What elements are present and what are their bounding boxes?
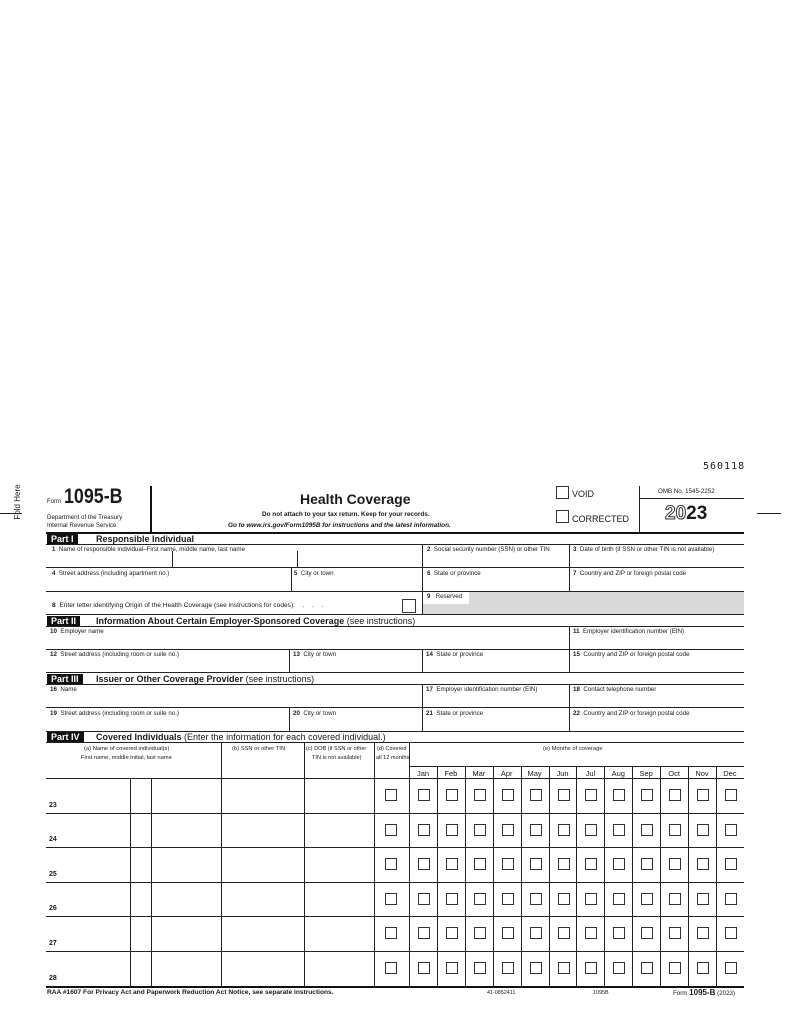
month-header-may: May — [527, 769, 542, 778]
reserved-shade — [469, 592, 744, 614]
month-checkbox-aug[interactable] — [613, 789, 625, 801]
month-checkbox-may[interactable] — [530, 824, 542, 836]
month-checkbox-may[interactable] — [530, 927, 542, 939]
month-checkbox-jun[interactable] — [558, 962, 570, 974]
month-rule — [437, 766, 438, 986]
rule — [46, 778, 744, 779]
row-number-27: 27 — [49, 940, 57, 947]
month-checkbox-jan[interactable] — [418, 824, 430, 836]
month-header-nov: Nov — [695, 769, 709, 778]
month-rule — [549, 766, 550, 986]
field-8-label: 8 Enter letter identifying Origin of the Health Coverage (see instructions for codes): . . . — [52, 602, 327, 609]
month-checkbox-jan[interactable] — [418, 962, 430, 974]
omb-number: OMB No. 1545-2252 — [658, 488, 715, 495]
month-checkbox-dec[interactable] — [725, 858, 737, 870]
rule — [46, 707, 744, 708]
header-divider-right — [639, 486, 640, 532]
month-checkbox-sep[interactable] — [641, 927, 653, 939]
field-11-label: 11 Employer identification number (EIN) — [573, 628, 685, 635]
month-header-aug: Aug — [611, 769, 625, 778]
month-checkbox-mar[interactable] — [474, 962, 486, 974]
row-number-24: 24 — [49, 836, 57, 844]
month-checkbox-dec[interactable] — [725, 962, 737, 974]
col-d-header-1: (d) Covered — [377, 746, 407, 752]
month-rule — [521, 766, 522, 986]
month-header-jul: Jul — [585, 769, 596, 778]
footer-form: Form 1095-B (2023) — [673, 988, 736, 997]
dept-line1: Department of the Treasury — [47, 514, 123, 521]
form-title: Health Coverage — [300, 491, 411, 507]
month-checkbox-jan[interactable] — [418, 858, 430, 870]
name-tick-1 — [172, 551, 173, 567]
row-number-25: 25 — [49, 870, 57, 878]
month-header-sep: Sep — [639, 769, 653, 778]
month-checkbox-dec[interactable] — [725, 824, 737, 836]
form-id-code: 560118 — [703, 461, 746, 472]
form-word: Form — [47, 499, 61, 505]
month-checkbox-jul[interactable] — [585, 858, 597, 870]
month-checkbox-feb[interactable] — [446, 927, 458, 939]
month-checkbox-jan[interactable] — [418, 927, 430, 939]
month-checkbox-jul[interactable] — [585, 893, 597, 905]
covered-12-months-checkbox[interactable] — [385, 824, 397, 836]
table-row — [46, 916, 744, 917]
month-checkbox-aug[interactable] — [613, 927, 625, 939]
fold-mark-right — [757, 513, 781, 514]
month-checkbox-may[interactable] — [530, 962, 542, 974]
part1-title: Responsible Individual — [96, 534, 195, 544]
field-7-label: 7 Country and ZIP or foreign postal code — [573, 570, 687, 577]
field-19-label: 19 Street address (including room or suite no.) — [50, 710, 179, 717]
month-checkbox-mar[interactable] — [474, 858, 486, 870]
rule — [291, 567, 292, 591]
field-6-label: 6 State or province — [427, 570, 481, 577]
rule — [46, 672, 744, 673]
month-checkbox-aug[interactable] — [613, 893, 625, 905]
part2-tag: Part II — [47, 616, 80, 627]
month-header-dec: Dec — [723, 769, 737, 778]
reserved-shade-2 — [423, 604, 469, 614]
month-checkbox-jun[interactable] — [558, 824, 570, 836]
field-5-label: 5 City or town — [294, 570, 334, 577]
month-rule — [716, 766, 717, 986]
col-d-header-2: all 12 months — [376, 755, 410, 761]
month-rule — [604, 766, 605, 986]
month-rule — [660, 766, 661, 986]
month-checkbox-feb[interactable] — [446, 962, 458, 974]
month-checkbox-jul[interactable] — [585, 789, 597, 801]
footer-code: 1095B — [593, 990, 609, 996]
omb-line — [639, 498, 744, 499]
origin-code-box[interactable] — [402, 599, 416, 613]
month-checkbox-nov[interactable] — [697, 858, 709, 870]
dept-line2: Internal Revenue Service — [47, 522, 117, 529]
row-number-28: 28 — [49, 974, 57, 982]
part4-tag: Part IV — [47, 732, 84, 743]
table-row — [46, 847, 744, 848]
month-checkbox-apr[interactable] — [502, 927, 514, 939]
field-16-label: 16 Name — [50, 686, 77, 693]
form-number: 1095-B — [64, 485, 123, 508]
month-checkbox-aug[interactable] — [613, 824, 625, 836]
month-checkbox-feb[interactable] — [446, 789, 458, 801]
month-checkbox-jul[interactable] — [585, 927, 597, 939]
field-10-label: 10 Employer name — [50, 628, 104, 635]
form-subtitle-2: Go to www.irs.gov/Form1095B for instructions and the latest information. — [228, 522, 451, 529]
month-checkbox-mar[interactable] — [474, 789, 486, 801]
month-rule — [576, 766, 577, 986]
row-number-23: 23 — [49, 801, 57, 809]
fold-label: Fold Here — [13, 484, 22, 520]
table-row — [46, 882, 744, 883]
void-label: VOID — [572, 489, 595, 499]
month-checkbox-feb[interactable] — [446, 824, 458, 836]
rule — [46, 614, 744, 615]
month-checkbox-sep[interactable] — [641, 824, 653, 836]
month-checkbox-jun[interactable] — [558, 893, 570, 905]
month-checkbox-dec[interactable] — [725, 789, 737, 801]
month-checkbox-nov[interactable] — [697, 789, 709, 801]
table-row — [46, 951, 744, 952]
month-checkbox-jul[interactable] — [585, 962, 597, 974]
month-checkbox-sep[interactable] — [641, 789, 653, 801]
month-checkbox-apr[interactable] — [502, 824, 514, 836]
month-checkbox-nov[interactable] — [697, 927, 709, 939]
rule — [46, 649, 744, 650]
field-14-label: 14 State or province — [426, 651, 484, 658]
field-12-label: 12 Street address (including room or suite no.) — [50, 651, 179, 658]
month-header-mar: Mar — [472, 769, 486, 778]
field-9-label: 9 Reserved — [427, 593, 463, 600]
field-15-label: 15 Country and ZIP or foreign postal code — [573, 651, 690, 658]
rule — [422, 591, 423, 614]
rule — [289, 707, 290, 731]
corrected-checkbox[interactable] — [556, 510, 569, 523]
col-c-header-1: (c) DOB (if SSN or other — [306, 746, 367, 752]
month-checkbox-oct[interactable] — [669, 893, 681, 905]
rule — [46, 742, 744, 743]
header-divider-left — [150, 486, 152, 532]
month-checkbox-oct[interactable] — [669, 789, 681, 801]
month-checkbox-may[interactable] — [530, 789, 542, 801]
part2-title: Information About Certain Employer-Sponsored Coverage (see instructions) — [96, 616, 416, 626]
covered-12-months-checkbox[interactable] — [385, 927, 397, 939]
month-checkbox-jun[interactable] — [558, 858, 570, 870]
month-checkbox-feb[interactable] — [446, 858, 458, 870]
month-checkbox-oct[interactable] — [669, 927, 681, 939]
month-checkbox-apr[interactable] — [502, 858, 514, 870]
month-checkbox-feb[interactable] — [446, 893, 458, 905]
field-17-label: 17 Employer identification number (EIN) — [426, 686, 538, 693]
void-checkbox[interactable] — [556, 486, 569, 499]
covered-12-months-checkbox[interactable] — [385, 789, 397, 801]
month-header-jan: Jan — [416, 769, 430, 778]
field-21-label: 21 State or province — [426, 710, 484, 717]
month-rule — [632, 766, 633, 986]
month-checkbox-oct[interactable] — [669, 824, 681, 836]
month-checkbox-sep[interactable] — [641, 893, 653, 905]
form-subtitle-1: Do not attach to your tax return. Keep for your records. — [262, 511, 430, 518]
month-checkbox-apr[interactable] — [502, 893, 514, 905]
part1-tag: Part I — [47, 534, 78, 545]
month-header-feb: Feb — [444, 769, 458, 778]
corrected-label: CORRECTED — [572, 514, 630, 524]
covered-12-months-checkbox[interactable] — [385, 893, 397, 905]
month-checkbox-jun[interactable] — [558, 927, 570, 939]
month-checkbox-jan[interactable] — [418, 789, 430, 801]
tax-year: 2023 — [665, 503, 708, 524]
rule — [46, 567, 744, 568]
row-number-26: 26 — [49, 905, 57, 913]
month-checkbox-mar[interactable] — [474, 824, 486, 836]
column-rule — [221, 742, 222, 778]
footer-notice: RAA #1607 For Privacy Act and Paperwork Reduction Act Notice, see separate instructions. — [47, 989, 334, 996]
month-header-oct: Oct — [668, 769, 680, 778]
month-rule — [493, 766, 494, 986]
field-22-label: 22 Country and ZIP or foreign postal code — [573, 710, 690, 717]
rule — [422, 649, 423, 672]
footer-rule — [46, 986, 744, 988]
col-a-header-1: (a) Name of covered individual(s) — [84, 746, 170, 752]
rule — [46, 544, 744, 545]
month-header-apr: Apr — [500, 769, 513, 778]
month-checkbox-apr[interactable] — [502, 789, 514, 801]
table-row — [46, 813, 744, 814]
month-checkbox-nov[interactable] — [697, 893, 709, 905]
part4-title: Covered Individuals (Enter the information for each covered individual.) — [96, 732, 386, 742]
field-4-label: 4 Street address (including apartment no.) — [52, 570, 170, 577]
rule — [46, 626, 744, 627]
col-a-header-2: First name, middle initial, last name — [81, 755, 172, 761]
month-checkbox-aug[interactable] — [613, 962, 625, 974]
rule — [46, 684, 744, 685]
field-2-label: 2 Social security number (SSN) or other TIN — [427, 546, 550, 553]
month-checkbox-may[interactable] — [530, 893, 542, 905]
field-13-label: 13 City or town — [293, 651, 337, 658]
name-tick-2 — [297, 551, 298, 567]
month-checkbox-sep[interactable] — [641, 858, 653, 870]
month-checkbox-jul[interactable] — [585, 824, 597, 836]
month-header-jun: Jun — [556, 769, 569, 778]
month-checkbox-nov[interactable] — [697, 962, 709, 974]
field-1-label: 1 Name of responsible individual–First name, middle name, last name — [52, 546, 245, 553]
column-rule — [304, 742, 305, 778]
month-checkbox-oct[interactable] — [669, 858, 681, 870]
covered-12-months-checkbox[interactable] — [385, 858, 397, 870]
month-checkbox-apr[interactable] — [502, 962, 514, 974]
month-rule — [688, 766, 689, 986]
month-rule — [465, 766, 466, 986]
col-b-header: (b) SSN or other TIN — [232, 746, 286, 752]
part3-tag: Part III — [47, 674, 83, 685]
fold-mark-left — [0, 513, 22, 514]
footer-cat: 41-0852411 — [487, 990, 516, 996]
month-checkbox-oct[interactable] — [669, 962, 681, 974]
field-20-label: 20 City or town — [293, 710, 337, 717]
covered-12-months-checkbox[interactable] — [385, 962, 397, 974]
month-checkbox-mar[interactable] — [474, 927, 486, 939]
month-checkbox-dec[interactable] — [725, 893, 737, 905]
col-c-header-2: TIN is not available) — [312, 755, 362, 761]
month-checkbox-jan[interactable] — [418, 893, 430, 905]
month-checkbox-aug[interactable] — [613, 858, 625, 870]
month-checkbox-dec[interactable] — [725, 927, 737, 939]
month-checkbox-nov[interactable] — [697, 824, 709, 836]
rule — [289, 649, 290, 672]
field-3-label: 3 Date of birth (if SSN or other TIN is not available) — [573, 546, 715, 553]
month-checkbox-sep[interactable] — [641, 962, 653, 974]
month-checkbox-mar[interactable] — [474, 893, 486, 905]
month-checkbox-jun[interactable] — [558, 789, 570, 801]
col-e-header: (e) Months of coverage — [543, 746, 603, 752]
field-18-label: 18 Contact telephone number — [573, 686, 657, 693]
part3-title: Issuer or Other Coverage Provider (see instructions) — [96, 674, 315, 684]
month-checkbox-may[interactable] — [530, 858, 542, 870]
